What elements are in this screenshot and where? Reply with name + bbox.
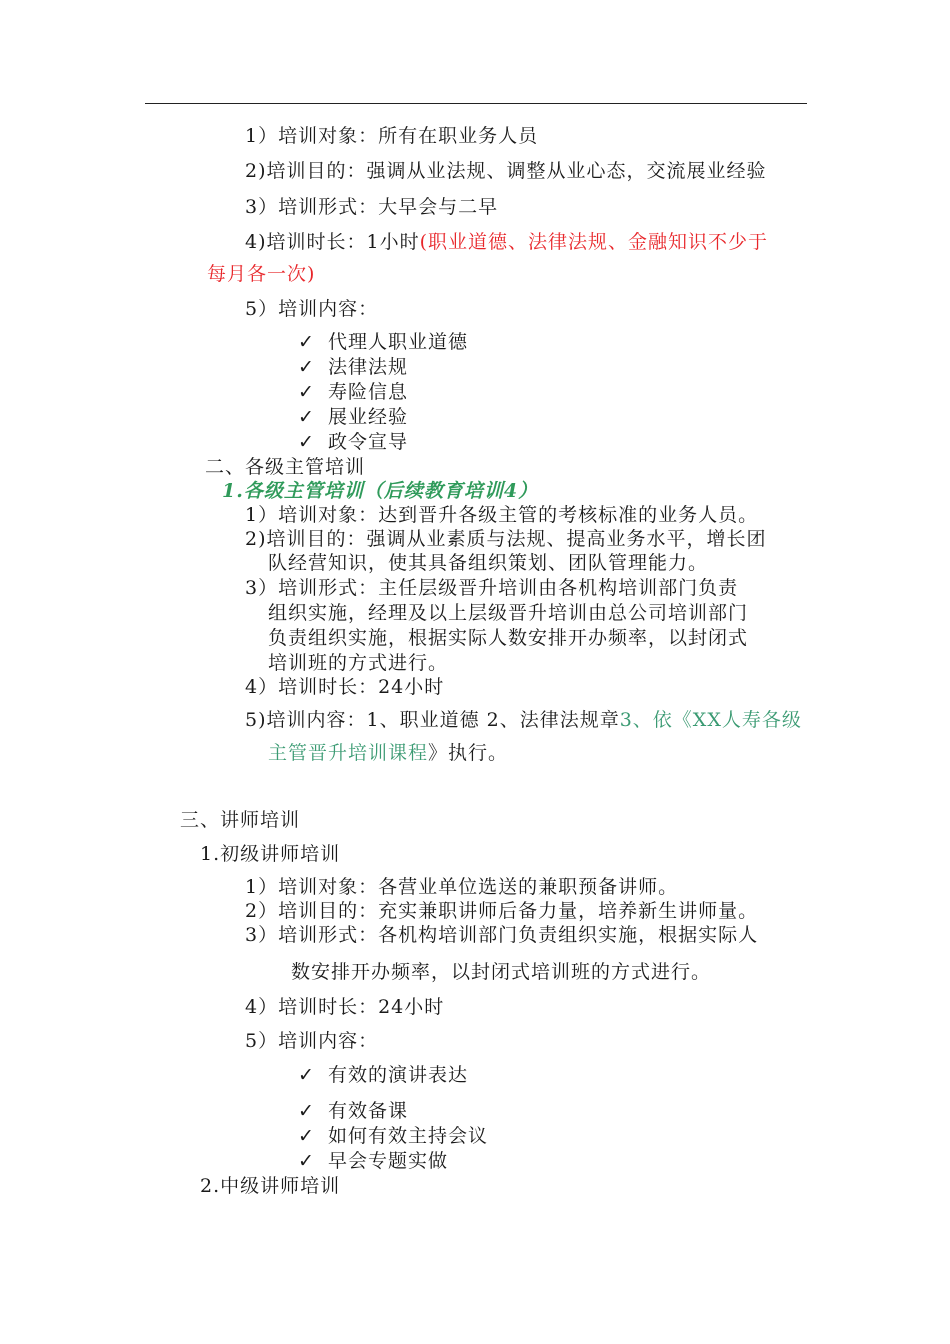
s3-heading: 三、讲师培训 (180, 809, 301, 831)
s3-target: 1）培训对象：各营业单位选送的兼职预备讲师。 (245, 876, 679, 898)
s2-content (245, 708, 802, 732)
check-icon: ✓ (298, 356, 315, 378)
list-item: ✓ 有效备课 (298, 1100, 409, 1122)
s2-form-cont-3: 培训班的方式进行。 (268, 652, 449, 674)
s2-subheading: 1.各级主管培训（后续教育培训4） (222, 480, 539, 502)
s1-form: 3）培训形式：大早会与二早 (245, 196, 499, 218)
s2-content-ref: 3、依《XX人寿各级 (619, 709, 802, 731)
list-item: ✓ 展业经验 (298, 406, 409, 428)
s2-content-ref-cont: 主管晋升培训课程 (268, 742, 429, 764)
check-icon: ✓ (298, 331, 315, 353)
list-item: ✓ 如何有效主持会议 (298, 1125, 489, 1147)
s2-purpose: 2)培训目的：强调从业素质与法规、提高业务水平，增长团 (245, 528, 767, 550)
header-rule (145, 103, 807, 104)
s2-target: 1）培训对象：达到晋升各级主管的考核标准的业务人员。 (245, 504, 759, 526)
s1-target: 1）培训对象：所有在职业务人员 (245, 125, 539, 147)
s1-content-label: 5）培训内容： (245, 298, 379, 320)
s2-form-cont-2: 负责组织实施，根据实际人数安排开办频率，以封闭式 (268, 627, 749, 649)
s3-sub1: 1.初级讲师培训 (200, 843, 341, 865)
list-item: ✓ 有效的演讲表达 (298, 1064, 469, 1086)
s3-duration: 4）培训时长：24小时 (245, 996, 445, 1018)
check-icon: ✓ (298, 431, 315, 453)
s2-purpose-cont: 队经营知识，使其具备组织策划、团队管理能力。 (268, 552, 709, 574)
s3-form: 3）培训形式：各机构培训部门负责组织实施，根据实际人 (245, 924, 759, 946)
s2-form: 3）培训形式：主任层级晋升培训由各机构培训部门负责 (245, 577, 739, 599)
check-icon: ✓ (298, 406, 315, 428)
s3-purpose: 2）培训目的：充实兼职讲师后备力量，培养新生讲师量。 (245, 900, 759, 922)
s1-purpose: 2)培训目的：强调从业法规、调整从业心态，交流展业经验 (245, 160, 767, 182)
check-icon: ✓ (298, 1064, 315, 1086)
s2-form-cont-1: 组织实施，经理及以上层级晋升培训由总公司培训部门 (268, 602, 749, 624)
s3-content-label: 5）培训内容： (245, 1030, 379, 1052)
s2-content-tail: 》执行。 (428, 742, 509, 764)
s3-form-cont: 数安排开办频率，以封闭式培训班的方式进行。 (291, 961, 712, 983)
s3-sub2: 2.中级讲师培训 (200, 1175, 341, 1197)
list-item: ✓ 寿险信息 (298, 381, 409, 403)
list-item: ✓ 早会专题实做 (298, 1150, 449, 1172)
check-icon: ✓ (298, 381, 315, 403)
s1-duration (245, 230, 768, 254)
s2-content-text: 5)培训内容：1、职业道德 2、法律法规章 (245, 709, 620, 731)
s1-duration-note: (职业道德、法律法规、金融知识不少于 (419, 231, 769, 253)
s2-duration: 4）培训时长：24小时 (245, 676, 445, 698)
check-icon: ✓ (298, 1125, 315, 1147)
s2-heading: 二、各级主管培训 (205, 456, 366, 478)
s2-content-cont (268, 741, 508, 765)
list-item: ✓ 政令宣导 (298, 431, 409, 453)
check-icon: ✓ (298, 1150, 315, 1172)
list-item: ✓ 法律法规 (298, 356, 409, 378)
list-item: ✓ 代理人职业道德 (298, 331, 469, 353)
s1-duration-note-2: 每月各一次) (207, 263, 316, 285)
check-icon: ✓ (298, 1100, 315, 1122)
s1-duration-text: 4)培训时长：1小时 (245, 231, 420, 253)
